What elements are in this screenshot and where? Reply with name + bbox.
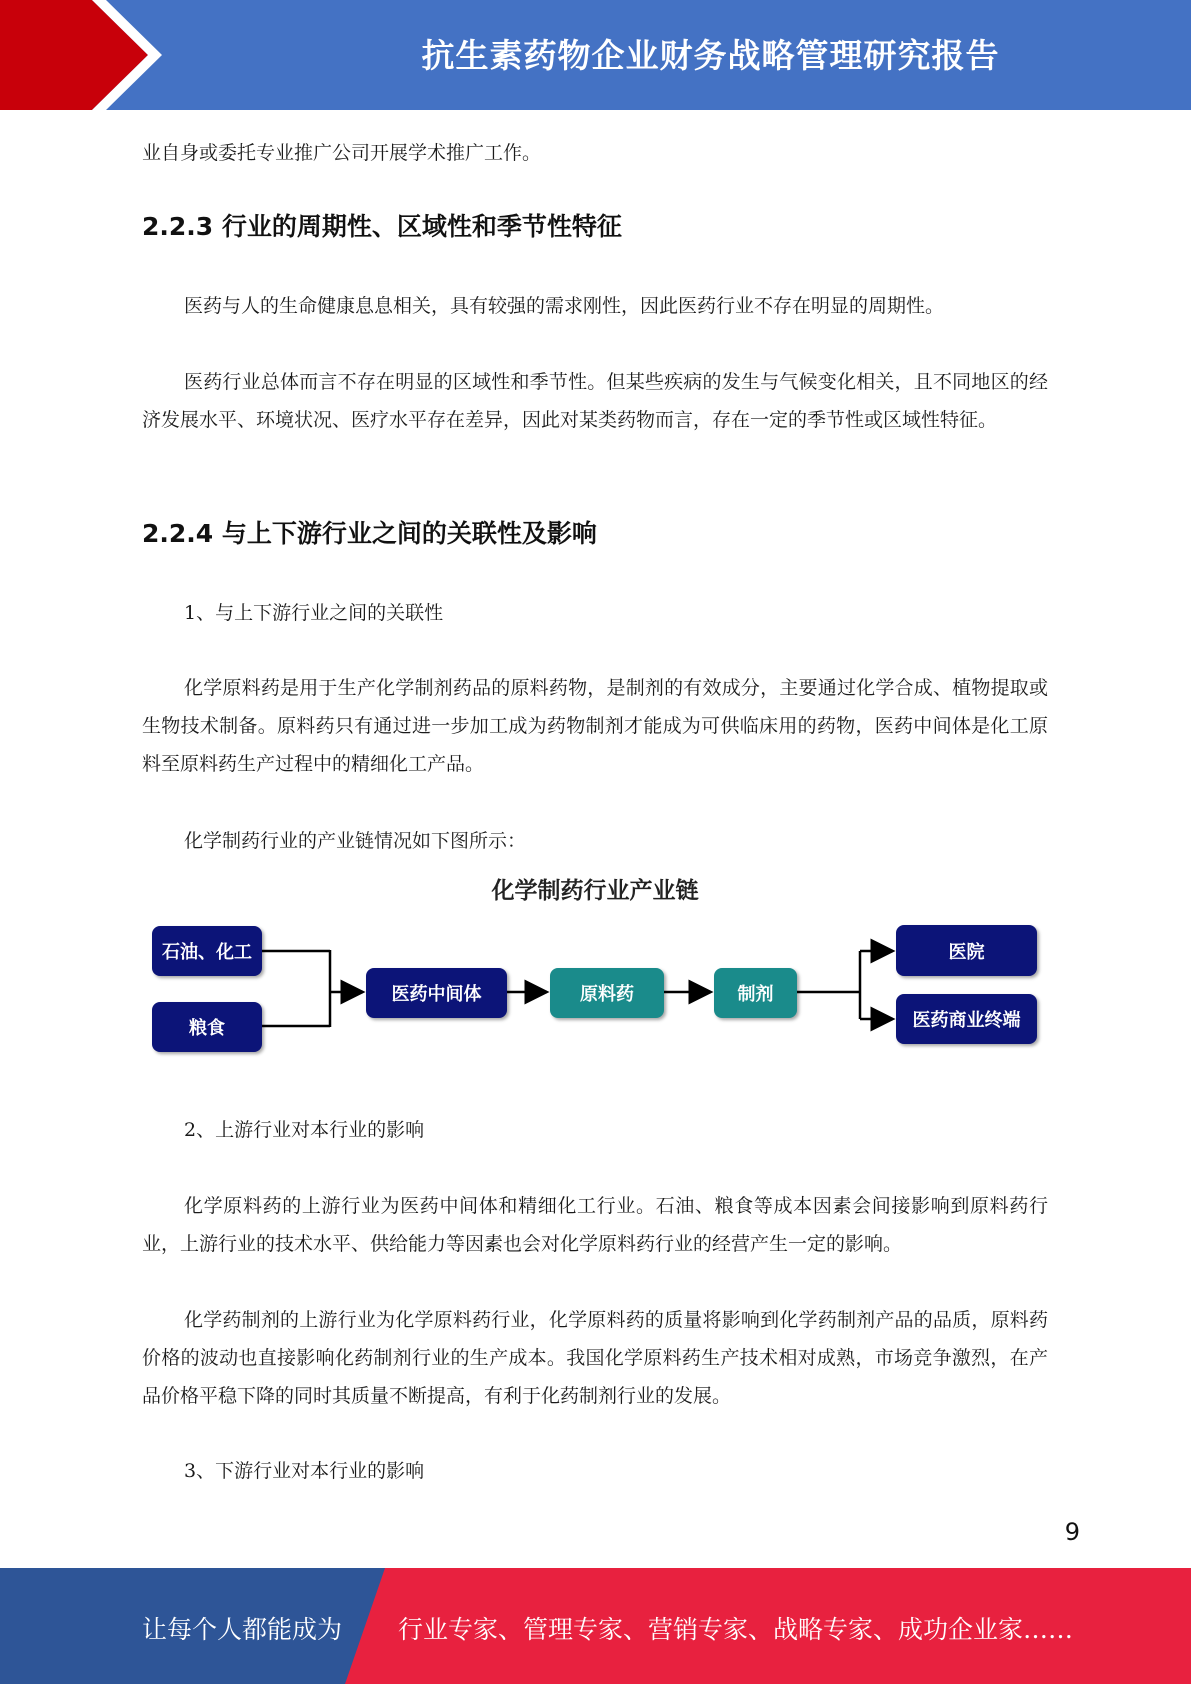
subheading-downstream-impact: 3、下游行业对本行业的影响 <box>184 1460 425 1482</box>
node-hospital: 医院 <box>896 925 1037 976</box>
diagram-title: 化学制药行业产业链 <box>491 878 699 904</box>
paragraph-upstream-2: 化学药制剂的上游行业为化学原料药行业，化学原料药的质量将影响到化学药制剂产品的品质，原料药价格的波动也直接影响化药制剂行业的生产成本。我国化学原料药生产技术相对成熟，市场竞争激烈，在产品价格平稳下降的同时其质量不断提高，有利于化药制剂行业的发展。 <box>142 1309 1048 1407</box>
section-heading-2-2-3: 2.2.3 行业的周期性、区域性和季节性特征 <box>142 212 622 241</box>
page-number: 9 <box>1064 1518 1080 1546</box>
paragraph-chain-intro: 化学制药行业的产业链情况如下图所示： <box>184 830 527 852</box>
subheading-relevance: 1、与上下游行业之间的关联性 <box>184 602 444 624</box>
node-petrochemical: 石油、化工 <box>152 926 262 976</box>
node-preparation: 制剂 <box>714 968 797 1018</box>
subheading-upstream-impact: 2、上游行业对本行业的影响 <box>184 1119 425 1141</box>
node-grain: 粮食 <box>152 1002 262 1052</box>
node-api: 原料药 <box>550 968 664 1018</box>
paragraph-regionality: 医药行业总体而言不存在明显的区域性和季节性。但某些疾病的发生与气候变化相关，且不同地区的经济发展水平、环境状况、医疗水平存在差异，因此对某类药物而言，存在一定的季节性或区域性特征。 <box>142 371 1048 431</box>
paragraph-cyclicality: 医药与人的生命健康息息相关，具有较强的需求刚性，因此医药行业不存在明显的周期性。 <box>184 295 945 317</box>
footer-slogan-left: 让每个人都能成为 <box>142 1615 343 1644</box>
report-title: 抗生素药物企业财务战略管理研究报告 <box>421 36 1000 75</box>
section-heading-2-2-4: 2.2.4 与上下游行业之间的关联性及影响 <box>142 519 597 548</box>
footer-slogan-right: 行业专家、管理专家、营销专家、战略专家、成功企业家…… <box>398 1615 1074 1644</box>
header-banner <box>0 0 1191 110</box>
paragraph-continuation: 业自身或委托专业推广公司开展学术推广工作。 <box>142 142 542 164</box>
paragraph-raw-materials: 化学原料药是用于生产化学制剂药品的原料药物，是制剂的有效成分，主要通过化学合成、植物提取或生物技术制备。原料药只有通过进一步加工成为药物制剂才能成为可供临床用的药物，医药中间体是化工原料至原料药生产过程中的精细化工产品。 <box>142 677 1048 775</box>
paragraph-upstream-1: 化学原料药的上游行业为医药中间体和精细化工行业。石油、粮食等成本因素会间接影响到原料药行业，上游行业的技术水平、供给能力等因素也会对化学原料药行业的经营产生一定的影响。 <box>142 1195 1048 1255</box>
industry-chain-diagram <box>142 862 1048 1062</box>
node-commercial-terminal: 医药商业终端 <box>896 994 1037 1044</box>
footer-banner <box>0 1568 1191 1684</box>
node-pharma-intermediate: 医药中间体 <box>366 968 507 1018</box>
